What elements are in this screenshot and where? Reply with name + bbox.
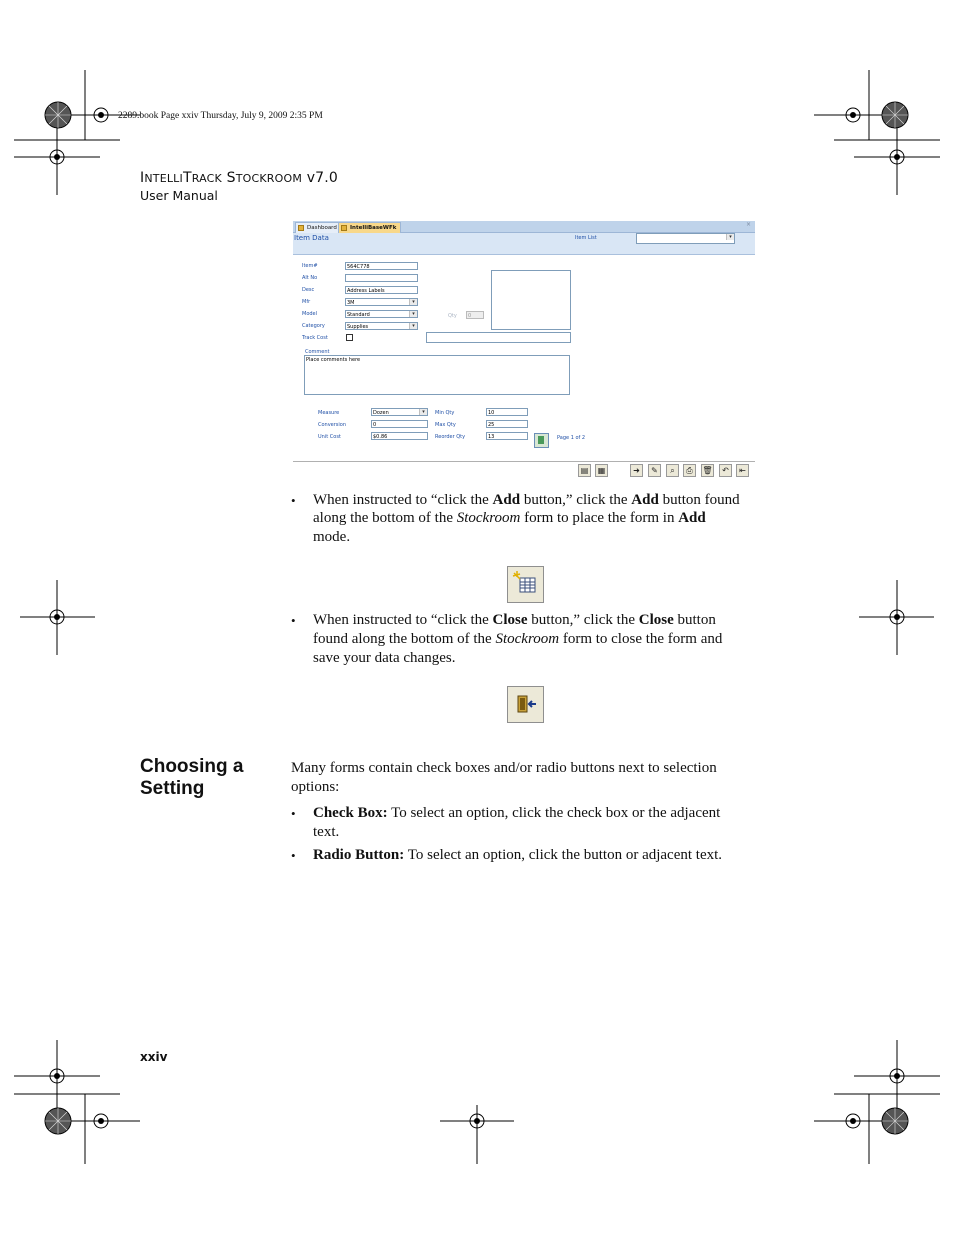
bullet: • [291,613,296,628]
mfr-select[interactable]: 3M ▾ [345,298,418,306]
add-button-icon [507,566,544,603]
tab-intellibase[interactable]: IntelliBaseWFk [338,222,401,233]
bullet: • [291,806,296,821]
qty-label: Qty [448,313,457,319]
field-label-item: Item# [302,263,318,269]
field-label-desc: Desc [302,287,315,293]
bullet1-line2: along the bottom of the Stockroom form to place the form in Add [313,510,706,526]
qty-field: 0 [466,311,484,319]
bullet: • [291,848,296,863]
max-qty-field[interactable]: 25 [486,420,528,428]
item-data-form-screenshot [293,221,755,481]
intro-line2: options: [291,779,340,795]
field-label-alt-no: Alt No [302,275,318,281]
item-image-box [491,270,571,330]
search-icon[interactable]: ⌕ [666,464,679,477]
field-label-mfr: Mfr [302,299,311,305]
delete-icon[interactable]: 🗑 [702,466,713,475]
close-form-icon[interactable]: ⇤ [736,464,749,477]
bullet: • [291,493,296,508]
model-select[interactable]: Standard ▾ [345,310,418,318]
add-icon [508,567,543,602]
check-box-line2: text. [313,824,340,840]
intro-line1: Many forms contain check boxes and/or radio buttons next to selection [291,760,717,776]
chevron-down-icon: ▾ [409,311,417,317]
find-icon[interactable]: ▤ [578,464,591,477]
undo-icon[interactable]: ↶ [719,464,732,477]
reorder-qty-label: Reorder Qty [435,434,466,440]
running-header-title: INTELLITRACK STOCKROOM v7.0 [140,170,339,186]
tab-dashboard[interactable]: Dashboard [295,222,342,233]
chevron-down-icon: ▾ [409,299,417,305]
max-qty-label: Max Qty [435,422,456,428]
unit-cost-label: Unit Cost [318,434,341,440]
min-qty-label: Min Qty [435,410,455,416]
next-arrow-icon[interactable]: ➜ [630,464,643,477]
radio-button-line: Radio Button: To select an option, click the button or adjacent text. [313,847,723,863]
alt-no-field[interactable] [345,274,418,282]
check-box-line1: Check Box: To select an option, click the check box or the adjacent [313,805,721,821]
bullet2-line3: save your data changes. [313,650,456,666]
bullet2-line2: found along the bottom of the Stockroom form to close the form and [313,631,723,647]
exit-door-icon [508,687,543,722]
track-cost-checkbox[interactable] [346,334,353,341]
track-cost-field[interactable] [426,332,571,343]
book-line: 2289.book Page xxiv Thursday, July 9, 2009 2:35 PM [118,111,323,121]
unit-cost-field[interactable]: $0.86 [371,432,428,440]
chevron-down-icon: ▾ [726,234,734,240]
close-button-icon [507,686,544,723]
tab-bar [293,221,755,233]
measure-label: Measure [318,410,340,416]
category-select[interactable]: Supplies ▾ [345,322,418,330]
reorder-qty-field[interactable]: 13 [486,432,528,440]
add-icon[interactable]: ▦ [595,464,608,477]
field-label-category: Category [302,323,325,329]
page-indicator: Page 1 of 2 [557,435,586,441]
print-icon[interactable]: ⎙ [683,464,696,477]
section-heading: Choosing a Setting [140,756,244,799]
field-label-track-cost: Track Cost [302,335,328,341]
tab-app-icon [298,225,304,231]
close-icon[interactable]: × [745,221,751,228]
chevron-down-icon: ▾ [419,409,427,415]
field-label-model: Model [302,311,318,317]
bullet1-line1: When instructed to “click the Add button,” click the Add button found [313,492,740,508]
divider [293,461,755,462]
item-number-field[interactable]: 564C778 [345,262,418,270]
calculator-icon[interactable] [534,433,549,448]
chevron-down-icon: ▾ [409,323,417,329]
item-list-label: Item List [575,235,597,241]
comment-label: Comment [305,349,330,355]
min-qty-field[interactable]: 10 [486,408,528,416]
conversion-field[interactable]: 0 [371,420,428,428]
tab-app-icon [341,225,347,231]
page-number: xxiv [140,1050,168,1064]
desc-field[interactable]: Address Labels [345,286,418,294]
comment-field[interactable]: Place comments here [304,355,570,395]
conversion-label: Conversion [318,422,347,428]
item-list-dropdown[interactable] [636,233,735,244]
running-header-subtitle: User Manual [140,188,218,203]
bullet2-line1: When instructed to “click the Close button,” click the Close button [313,612,716,628]
form-title: Item Data [294,234,329,242]
bullet1-line3: mode. [313,529,351,545]
edit-icon[interactable]: ✎ [648,464,661,477]
measure-select[interactable]: Dozen ▾ [371,408,428,416]
